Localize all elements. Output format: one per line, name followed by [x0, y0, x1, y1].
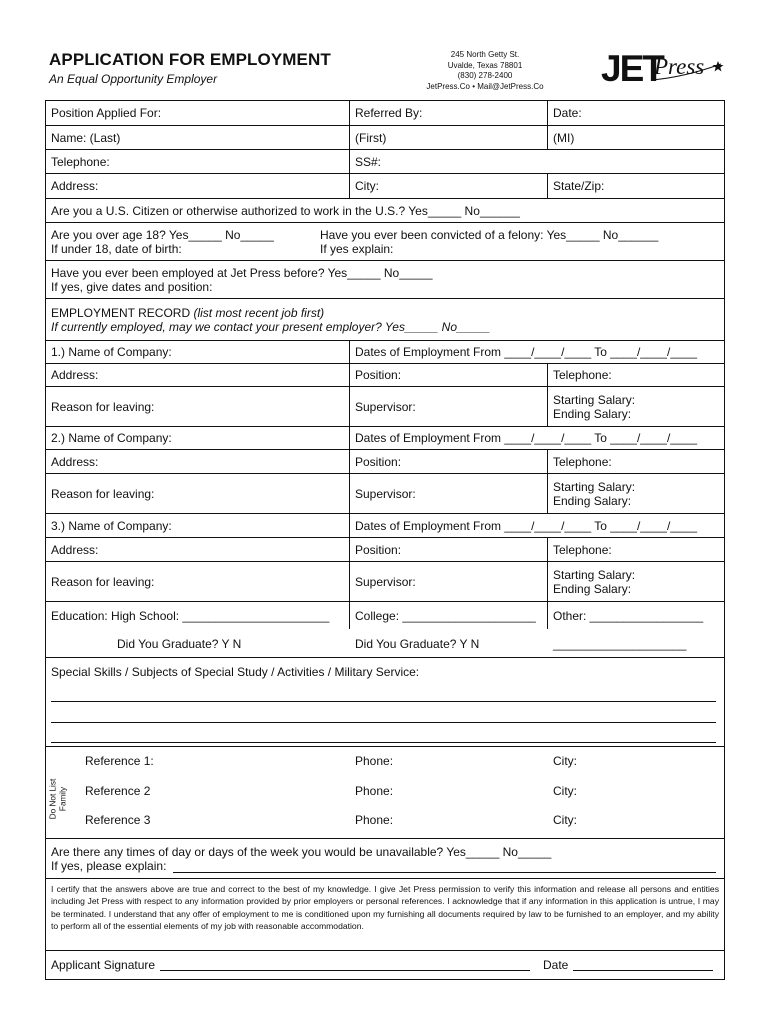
company-1-address-field[interactable]: Address: [51, 368, 99, 382]
reference-2-name[interactable]: Reference 2 [85, 784, 151, 798]
employment-record-label: EMPLOYMENT RECORD [51, 305, 194, 320]
company-2-dates-field[interactable]: Dates of Employment From ____/____/____ To ____/____/____ [355, 431, 698, 445]
reference-1-city[interactable]: City: [553, 754, 577, 768]
availability-explain-field[interactable] [51, 859, 166, 873]
form-title: APPLICATION FOR EMPLOYMENT [49, 50, 331, 69]
company-2-starting-salary[interactable]: Starting Salary: [553, 479, 636, 494]
signature-date-line[interactable] [573, 970, 713, 971]
reference-1-name[interactable]: Reference 1: [85, 754, 154, 768]
certification-row [46, 879, 724, 951]
company-address [405, 50, 565, 92]
jet-press-logo [600, 44, 725, 90]
company-2-salary-block [553, 474, 635, 513]
company-3-address-field[interactable]: Address: [51, 542, 99, 557]
citizen-row [46, 199, 724, 223]
company-2-address-field[interactable]: Address: [51, 454, 99, 469]
do-not-list-family-label [45, 759, 71, 839]
employment-record-block [51, 299, 490, 340]
company-3-dates-field[interactable]: Dates of Employment From ____/____/____ To ____/____/____ [355, 518, 698, 533]
company-2-reason-row [46, 474, 724, 514]
other-education-blank[interactable]: ____________________ [553, 636, 687, 651]
company-3-position-field[interactable]: Position: [355, 542, 402, 557]
age-block [51, 223, 274, 260]
company-3-starting-salary[interactable]: Starting Salary: [553, 567, 636, 582]
position-field[interactable]: Position Applied For: [51, 106, 162, 120]
company-1-ending-salary[interactable]: Ending Salary: [553, 406, 632, 421]
referred-by-field[interactable]: Referred By: [355, 106, 423, 120]
company-1-dates-field[interactable]: Dates of Employment From ____/____/____ To ____/____/____ [355, 345, 698, 359]
contact-employer-question[interactable]: If currently employed, may we contact your present employer? Yes_____ No_____ [51, 319, 491, 334]
company-1-reason-row [46, 387, 724, 427]
company-3-supervisor-field[interactable]: Supervisor: [355, 574, 416, 589]
other-education-field[interactable]: Other: _________________ [553, 608, 704, 623]
company-3-name-row [46, 514, 724, 538]
signature-label: Applicant Signature [51, 958, 156, 972]
company-3-reason-field[interactable]: Reason for leaving: [51, 574, 155, 589]
availability-row [46, 839, 724, 879]
company-1-address-row [46, 364, 724, 387]
skills-label: Special Skills / Subjects of Special Study / Activities / Military Service: [51, 665, 420, 679]
hs-graduate-question[interactable]: Did You Graduate? Y N [117, 636, 242, 651]
company-3-name-field[interactable]: 3.) Name of Company: [51, 518, 172, 533]
felony-explain-field[interactable]: If yes explain: [320, 241, 394, 256]
certification-text: I certify that the answers above are true and correct to the best of my knowledge. I give Jet Press permission to verify this information and release all persons and entities including Jet Press with respect to any information provided by prior employers or personal references. I acknowledge that if any information in this application is untrue, I may be terminated. I understand that any offer of employment to me is conditioned upon my furnishing all documents required by law to be furnished to an employer, and my ability to perform all of the essential elements of my job with reasonable accommodation. [51, 884, 719, 931]
signature-date-label: Date [543, 958, 569, 972]
skills-line-1[interactable] [51, 701, 716, 702]
address-line: (830) 278-2400 [457, 71, 513, 80]
logo-jet-text: JET [601, 48, 663, 89]
employment-record-header [46, 299, 724, 341]
company-2-name-row [46, 427, 724, 450]
reference-1-phone[interactable]: Phone: [355, 754, 394, 768]
company-1-name-field[interactable]: 1.) Name of Company: [51, 345, 172, 359]
company-2-ending-salary[interactable]: Ending Salary: [553, 493, 632, 508]
company-1-reason-field[interactable]: Reason for leaving: [51, 399, 155, 414]
high-school-field[interactable]: Education: High School: ______________________ [51, 608, 330, 623]
signature-line[interactable] [160, 970, 530, 971]
dob-field[interactable]: If under 18, date of birth: [51, 241, 182, 256]
do-not-list-text [49, 779, 68, 820]
citizen-question[interactable]: Are you a U.S. Citizen or otherwise authorized to work in the U.S.? Yes_____ No______ [51, 203, 520, 218]
company-3-ending-salary[interactable]: Ending Salary: [553, 581, 632, 596]
skills-line-3[interactable] [51, 742, 716, 743]
reference-3-name[interactable]: Reference 3 [85, 813, 151, 827]
company-2-supervisor-field[interactable]: Supervisor: [355, 486, 416, 501]
logo-star-icon [713, 61, 724, 72]
signature-row [46, 951, 724, 979]
company-1-supervisor-field[interactable]: Supervisor: [355, 399, 416, 414]
availability-explain-line[interactable] [173, 872, 716, 873]
reference-2-phone[interactable]: Phone: [355, 784, 394, 798]
company-3-telephone-field[interactable]: Telephone: [553, 542, 612, 557]
company-3-salary-block [553, 562, 635, 601]
availability-explain-label: If yes, please explain: [51, 858, 167, 873]
name-row [46, 126, 724, 150]
application-form [45, 100, 725, 980]
side-label-line-2: Family [58, 786, 67, 812]
felony-block [320, 223, 658, 260]
date-field[interactable]: Date: [553, 106, 582, 120]
company-1-salary-block [553, 387, 635, 426]
employment-record-title [51, 306, 324, 320]
college-field[interactable]: College: ____________________ [355, 608, 536, 623]
logo-press-text: Press [654, 54, 705, 79]
company-3-reason-row [46, 562, 724, 602]
prior-dates-field[interactable]: If yes, give dates and position: [51, 279, 213, 294]
reference-3-phone[interactable]: Phone: [355, 813, 394, 827]
felony-question[interactable]: Have you ever been convicted of a felony: Yes_____ No______ [320, 227, 659, 242]
prior-employment-row [46, 261, 724, 299]
state-zip-field[interactable]: State/Zip: [553, 179, 605, 193]
skills-row [46, 658, 724, 747]
address-field[interactable]: Address: [51, 179, 99, 193]
last-name-field[interactable]: Name: (Last) [51, 130, 121, 145]
company-2-telephone-field[interactable]: Telephone: [553, 454, 612, 469]
middle-initial-field[interactable]: (MI) [553, 130, 575, 145]
skills-line-2[interactable] [51, 722, 716, 723]
availability-question[interactable]: Are there any times of day or days of the week you would be unavailable? Yes_____ No_____ [51, 844, 552, 859]
company-1-name-row [46, 341, 724, 364]
company-2-name-field[interactable]: 2.) Name of Company: [51, 431, 172, 445]
prior-employment-question[interactable]: Have you ever been employed at Jet Press before? Yes_____ No_____ [51, 265, 433, 280]
city-field[interactable]: City: [355, 179, 379, 193]
first-name-field[interactable]: (First) [355, 130, 387, 145]
ssn-field[interactable]: SS#: [355, 154, 382, 169]
company-2-address-row [46, 450, 724, 474]
address-line: JetPress.Co • Mail@JetPress.Co [426, 81, 544, 91]
side-label-line-1: Do Not List [48, 778, 58, 820]
telephone-row [46, 150, 724, 174]
company-3-address-row [46, 538, 724, 562]
prior-employment-block [51, 261, 433, 298]
address-line: Uvalde, Texas 78801 [447, 60, 523, 70]
form-subtitle: An Equal Opportunity Employer [49, 72, 218, 86]
position-row [46, 101, 724, 126]
age-question[interactable]: Are you over age 18? Yes_____ No_____ [51, 227, 274, 242]
reference-3-city[interactable]: City: [553, 813, 577, 827]
reference-2-city[interactable]: City: [553, 784, 577, 798]
company-1-position-field[interactable]: Position: [355, 368, 402, 382]
address-line: 245 North Getty St. [450, 50, 520, 59]
employment-record-note: (list most recent job first) [193, 305, 325, 320]
company-2-position-field[interactable]: Position: [355, 454, 402, 469]
company-1-starting-salary[interactable]: Starting Salary: [553, 392, 636, 407]
college-graduate-question[interactable]: Did You Graduate? Y N [355, 636, 480, 651]
address-row [46, 174, 724, 199]
company-1-telephone-field[interactable]: Telephone: [553, 368, 612, 382]
company-2-reason-field[interactable]: Reason for leaving: [51, 486, 155, 501]
education-row [46, 602, 724, 658]
age-felony-row [46, 223, 724, 261]
telephone-field[interactable]: Telephone: [51, 154, 110, 169]
references-row [46, 747, 724, 839]
